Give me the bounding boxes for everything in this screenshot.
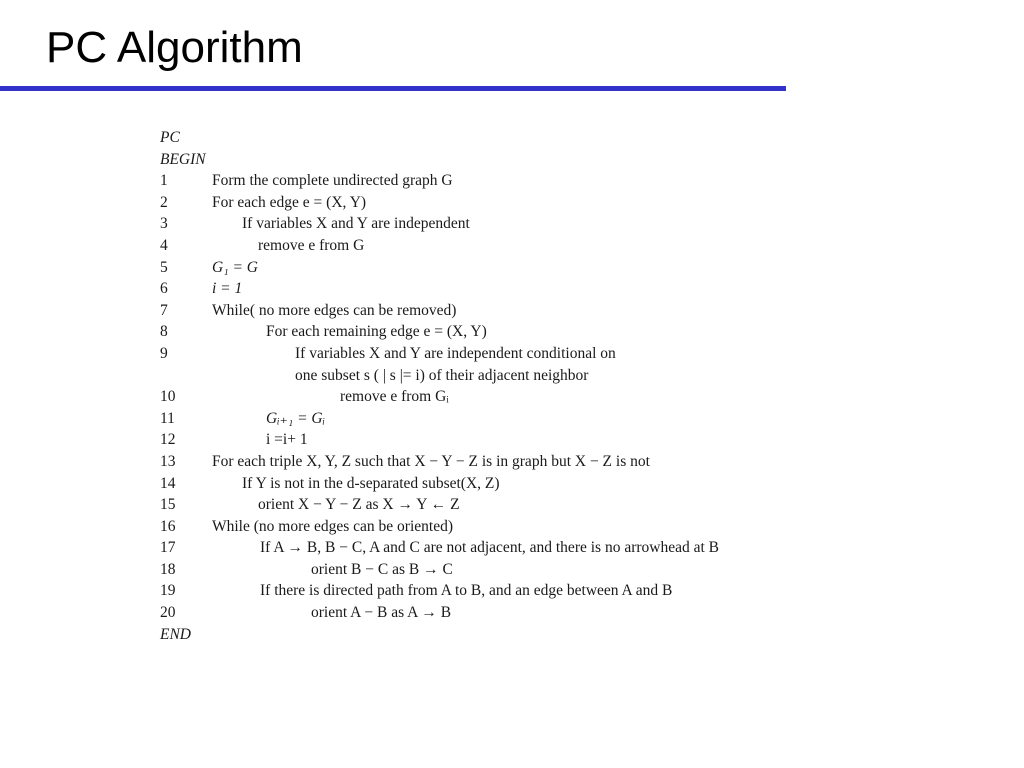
line-text: one subset s ( | s |= i) of their adjacent neighbor: [295, 366, 589, 384]
title-underline: [0, 86, 786, 91]
line-text: Form the complete undirected graph G: [212, 172, 453, 190]
code-line-2: [160, 192, 840, 214]
code-line-4: [160, 235, 840, 257]
line-text: G₁ = G: [212, 258, 258, 276]
line-number: 6: [160, 280, 168, 298]
slide-title: PC Algorithm: [46, 23, 303, 72]
line-text: For each triple X, Y, Z such that X − Y − Z is in graph but X − Z is not: [212, 452, 650, 470]
code-line-13: [160, 451, 840, 473]
algorithm-name: PC: [160, 129, 180, 146]
line-number: 16: [160, 517, 176, 535]
line-number: 11: [160, 409, 175, 427]
code-line-6: [160, 278, 840, 300]
code-line-1: [160, 170, 840, 192]
line-number: 12: [160, 431, 176, 449]
line-text: While (no more edges can be oriented): [212, 517, 454, 535]
code-line-10: [160, 386, 840, 408]
line-number: 18: [160, 560, 176, 578]
line-text: remove e from G: [258, 236, 365, 254]
algorithm-pseudocode: [160, 127, 840, 645]
end-keyword: END: [160, 625, 191, 643]
line-number: 7: [160, 301, 168, 319]
code-line-9: [160, 343, 840, 365]
line-text: orient X − Y − Z as X → Y ← Z: [258, 496, 460, 514]
line-text: orient A − B as A → B: [311, 604, 452, 622]
line-text: If variables X and Y are independent conditional on: [295, 344, 616, 362]
line-number: 15: [160, 496, 176, 514]
line-text: i = 1: [212, 280, 243, 298]
line-number: 13: [160, 452, 176, 470]
line-number: 10: [160, 388, 176, 406]
line-number: 3: [160, 215, 168, 233]
code-line-7: [160, 300, 840, 322]
code-line-14: [160, 473, 840, 495]
line-number: 2: [160, 193, 168, 211]
line-text: Gᵢ₊₁ = Gᵢ: [266, 409, 326, 427]
code-line-18: [160, 559, 840, 581]
line-text: For each edge e = (X, Y): [212, 193, 367, 211]
line-number: 5: [160, 258, 168, 276]
code-line-16: [160, 516, 840, 538]
line-number: 1: [160, 172, 168, 190]
line-number: 9: [160, 344, 168, 362]
code-line-11: [160, 408, 840, 430]
algorithm-name-line: [160, 127, 840, 149]
begin-keyword: BEGIN: [160, 150, 206, 168]
code-line-19: [160, 580, 840, 602]
line-number: 17: [160, 539, 176, 557]
line-text: remove e from Gᵢ: [340, 388, 449, 406]
code-line-8: [160, 321, 840, 343]
line-text: orient B − C as B → C: [311, 560, 453, 578]
code-line-5: [160, 257, 840, 279]
code-line-17: [160, 537, 840, 559]
line-text: If Y is not in the d-separated subset(X, Z): [242, 474, 500, 492]
code-line-9-continued: [160, 365, 840, 387]
code-line-12: [160, 429, 840, 451]
line-number: 4: [160, 236, 168, 254]
line-text: If variables X and Y are independent: [242, 215, 470, 233]
line-number: 14: [160, 474, 176, 492]
line-number: 8: [160, 323, 168, 341]
line-text: While( no more edges can be removed): [212, 301, 457, 319]
line-number: 19: [160, 582, 176, 600]
line-text: If A → B, B − C, A and C are not adjacent, and there is no arrowhead at B: [260, 539, 719, 557]
line-number: 20: [160, 604, 176, 622]
code-line-15: [160, 494, 840, 516]
code-line-3: [160, 213, 840, 235]
line-text: i =i+ 1: [266, 431, 308, 449]
end-line: [160, 624, 840, 646]
line-text: If there is directed path from A to B, and an edge between A and B: [260, 582, 673, 600]
begin-line: [160, 149, 840, 171]
code-line-20: [160, 602, 840, 624]
line-text: For each remaining edge e = (X, Y): [266, 323, 487, 341]
